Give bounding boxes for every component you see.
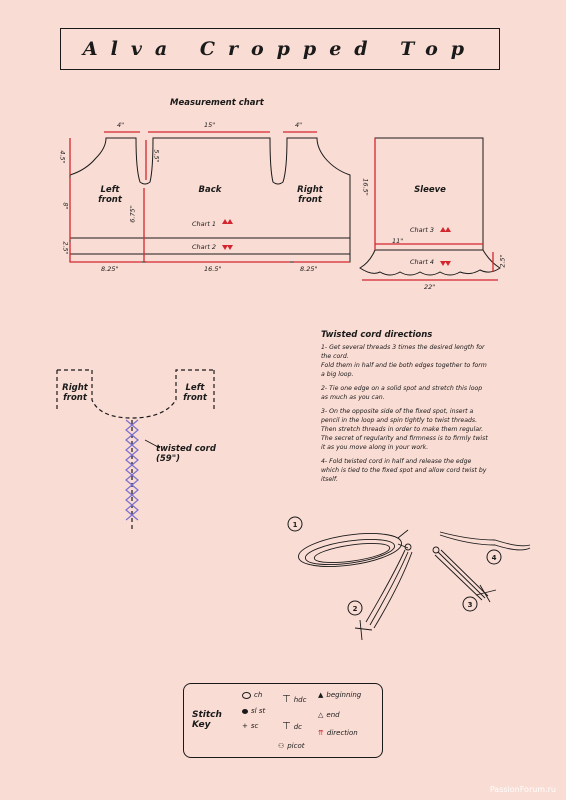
direction-step-1: 1- Get several threads 3 times the desired length for the cord. — [321, 344, 485, 360]
stitch-key-box — [183, 683, 383, 758]
cord-illustrations — [296, 528, 530, 640]
filled-oval-icon — [242, 709, 248, 714]
direction-step-2: 2- Tie one edge on a solid spot and stretch this loop as much as you can. — [321, 385, 483, 401]
cord-right-front: Right front — [62, 383, 88, 403]
sleeve-hem: 2.5" — [498, 254, 507, 268]
page-title: Alva Cropped Top — [82, 38, 478, 60]
key-hdc: ⊤ hdc — [282, 694, 307, 705]
dim-neck: 15" — [204, 121, 216, 129]
directions-title: Twisted cord directions — [321, 330, 433, 340]
stitch-key-title: Stitch Key — [192, 710, 222, 730]
oval-icon — [242, 692, 251, 699]
sleeve-label: Sleeve — [414, 185, 446, 195]
key-ch: ch — [242, 691, 262, 699]
sleeve-width-inner: 11" — [392, 237, 404, 245]
left-front-label: Left front — [98, 185, 122, 205]
footer-watermark: PassionForum.ru — [489, 785, 556, 794]
figure-number-4: 4 — [491, 554, 497, 562]
right-front-label: Right front — [297, 185, 323, 205]
twisted-cord-label: twisted cord (59") — [156, 444, 216, 464]
beginning-icon: ▲ — [318, 691, 324, 699]
direction-icon: ⇈ — [318, 729, 324, 737]
back-label: Back — [198, 185, 222, 195]
picot-icon: ⚇ — [278, 742, 285, 750]
dim-height-mid: 8" — [61, 202, 70, 210]
dim-width-back: 16.5" — [204, 265, 222, 273]
figure-number-3: 3 — [467, 601, 473, 609]
sleeve-height: 16.5" — [361, 178, 370, 196]
dim-armhole: 5.5" — [152, 149, 161, 163]
chart1-label: Chart 1 — [192, 220, 217, 228]
dim-width-left: 8.25" — [101, 265, 119, 273]
measurement-chart-heading: Measurement chart — [170, 98, 264, 108]
figure-number-1: 1 — [292, 521, 298, 529]
cord-left-front: Left front — [183, 383, 207, 403]
end-icon: △ — [318, 711, 324, 719]
sleeve-width: 22" — [424, 283, 436, 291]
key-direction: ⇈ direction — [318, 729, 358, 737]
key-beginning: ▲ beginning — [318, 691, 362, 699]
sleeve-outline — [360, 138, 500, 275]
direction-step-3: 3- On the opposite side of the fixed spot, insert a pencil in the loop and spin tightly to twist threads. Then stretch threads in order to make them regular. The secret of regularity and firmness is to firmly twist it as you move along in your work. — [321, 408, 488, 451]
direction-step-1b: Fold them in half and tie both edges together to form a big loop. — [321, 362, 487, 378]
chart3-label: Chart 3 — [410, 226, 435, 234]
directions-list — [321, 343, 491, 484]
hdc-icon: ⊤ — [282, 694, 291, 705]
chart2-label: Chart 2 — [192, 243, 217, 251]
key-sc: + sc — [242, 722, 259, 730]
key-dc: ⊤ dc — [282, 721, 303, 732]
dim-height-top: 4.5" — [58, 150, 67, 164]
figure-number-2: 2 — [352, 605, 358, 613]
dim-back-inner: 6.75" — [128, 205, 137, 223]
plus-icon: + — [242, 722, 248, 730]
key-sl-st: sl st — [242, 707, 265, 715]
key-end: △ end — [318, 711, 340, 719]
dim-shoulder-right: 4" — [295, 121, 303, 129]
dim-width-right: 8.25" — [300, 265, 318, 273]
dim-shoulder-left: 4" — [117, 121, 125, 129]
chart4-label: Chart 4 — [410, 258, 435, 266]
direction-step-4: 4- Fold twisted cord in half and release the edge which is tied to the fixed spot and allow cord twist by itself. — [321, 458, 487, 483]
dc-icon: ⊤ — [282, 721, 291, 732]
dim-height-bottom: 2.5" — [61, 241, 70, 255]
key-picot: ⚇ picot — [278, 742, 305, 750]
